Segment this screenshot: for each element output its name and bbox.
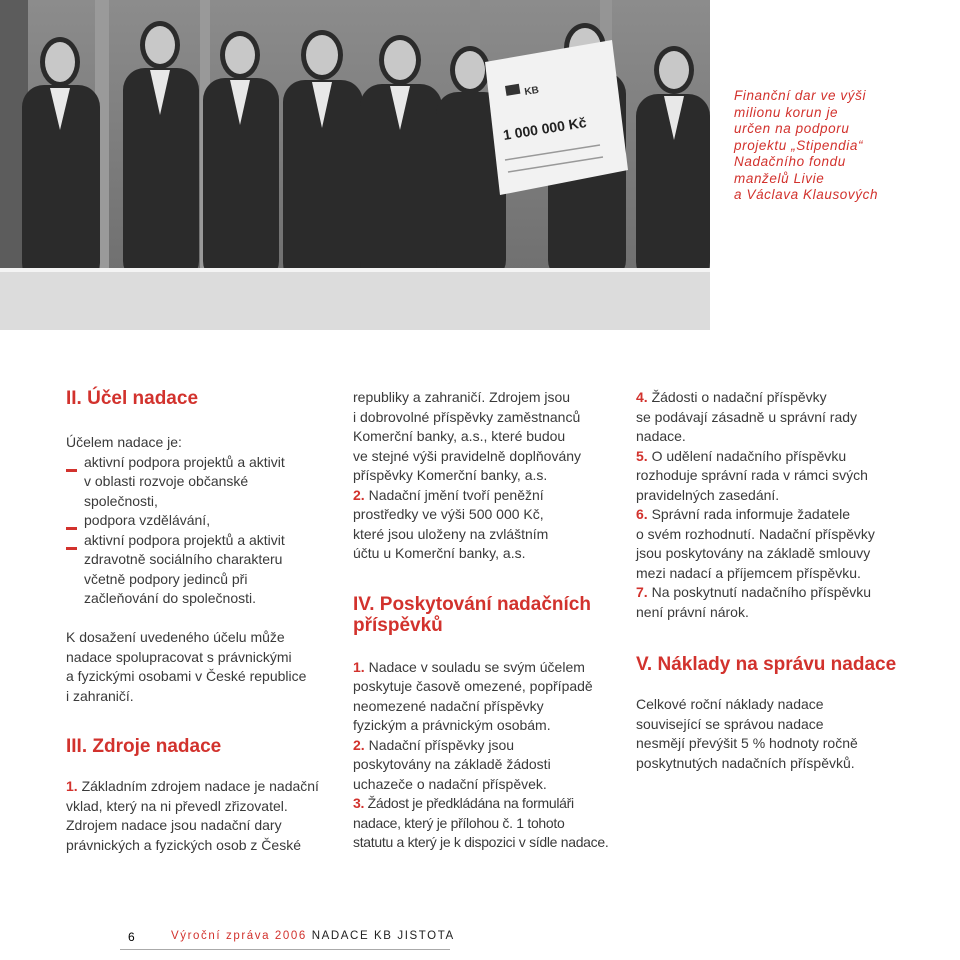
bullet-item: aktivní podpora projektů a aktivit v oblasti rozvoje občanské společnosti, (66, 453, 336, 512)
footer-rule (120, 949, 450, 950)
numbered-item: 6. Správní rada informuje žadatele o svém rozhodnutí. Nadační příspěvky jsou poskytovány na základě smlouvy mezi nadací a příjemcem příspěvku. (636, 506, 875, 581)
heading-zdroje: III. Zdroje nadace (66, 736, 222, 757)
numbered-item: 3. Žádost je předkládána na formuláři nadace, který je přílohou č. 1 tohoto statutu a který je k dispozici v sídle nadace. (353, 795, 609, 850)
photo-illustration (0, 0, 710, 330)
check (485, 40, 628, 195)
numbered-item: 7. Na poskytnutí nadačního příspěvku není právní nárok. (636, 584, 872, 620)
group-photo (0, 0, 710, 330)
numbered-item: 2. Nadační příspěvky jsou poskytovány na základě žádosti uchazeče o nadační příspěvek. (353, 736, 551, 792)
numbered-item: 2. Nadační jmění tvoří peněžní prostředky ve výši 500 000 Kč, které jsou uloženy na zvláštním účtu u Komerční banky, a.s. (353, 486, 549, 561)
page-number: 6 (128, 930, 135, 944)
heading-naklady: V. Náklady na správu nadace (636, 654, 897, 675)
caption-line: a Václava Klausových (734, 187, 879, 202)
page-footer (0, 930, 960, 946)
bullet-dash-icon (66, 469, 77, 472)
bullet-item: aktivní podpora projektů a aktivit zdravotně sociálního charakteru včetně podpory jedinců při začleňování do společnosti. (66, 531, 336, 609)
footer-brand: NADACE KB JISTOTA (311, 930, 455, 942)
caption-line: určen na podporu (734, 121, 850, 136)
paragraph: republiky a zahraničí. Zdrojem jsou i dobrovolné příspěvky zaměstnanců Komerční banky, a.s., které budou ve stejné výši pravidelně doplňovány příspěvky Komerční banky, a.s. (353, 389, 582, 483)
paragraph: Celkové roční náklady nadace související se správou nadace nesmějí převýšit 5 % hodnoty ročně poskytnutých nadačních příspěvků. (636, 696, 858, 771)
bullet-dash-icon (66, 547, 77, 550)
bullet-dash-icon (66, 527, 77, 530)
heading-poskytovani: IV. Poskytování nadačních příspěvků (353, 593, 591, 636)
photo-caption (734, 88, 934, 204)
check-amount: 1 000 000 Kč (501, 114, 588, 143)
check-logo: KB (523, 84, 540, 98)
heading-ucel: II. Účel nadace (66, 388, 199, 409)
caption-line: milionu korun je (734, 104, 839, 120)
numbered-item: 5. O udělení nadačního příspěvku rozhoduje správní rada v rámci svých pravidelných zasedání. (636, 447, 868, 503)
column-1 (66, 388, 336, 855)
caption-line: projektu „Stipendia“ (734, 137, 864, 153)
footer-title: Výroční zpráva 2006 NADACE KB JISTOTA (171, 930, 455, 942)
paragraph: K dosažení uvedeného účelu může nadace spolupracovat s právnickými a fyzickými osobami v České republice i zahraničí. (66, 629, 307, 704)
numbered-item: 1. Nadace v souladu se svým účelem poskytuje časově omezené, popřípadě neomezené nadační příspěvky fyzickým a právnickým osobám. (353, 658, 593, 733)
caption-line: Nadačního fondu (734, 154, 846, 169)
column-3 (636, 388, 926, 773)
numbered-item: 4. Žádosti o nadační příspěvky se podávají zásadně u správní rady nadace. (636, 389, 858, 444)
bullet-item: podpora vzdělávání, (66, 511, 336, 531)
caption-line: Finanční dar ve výši (734, 88, 867, 103)
caption-line: manželů Livie (734, 170, 825, 186)
column-2 (353, 388, 618, 853)
intro-text: Účelem nadace je: (66, 434, 182, 450)
numbered-item: 1. Základním zdrojem nadace je nadační vklad, který na ni převedl zřizovatel. Zdrojem nadace jsou nadační dary právnických a fyzických osob z České (66, 778, 319, 853)
